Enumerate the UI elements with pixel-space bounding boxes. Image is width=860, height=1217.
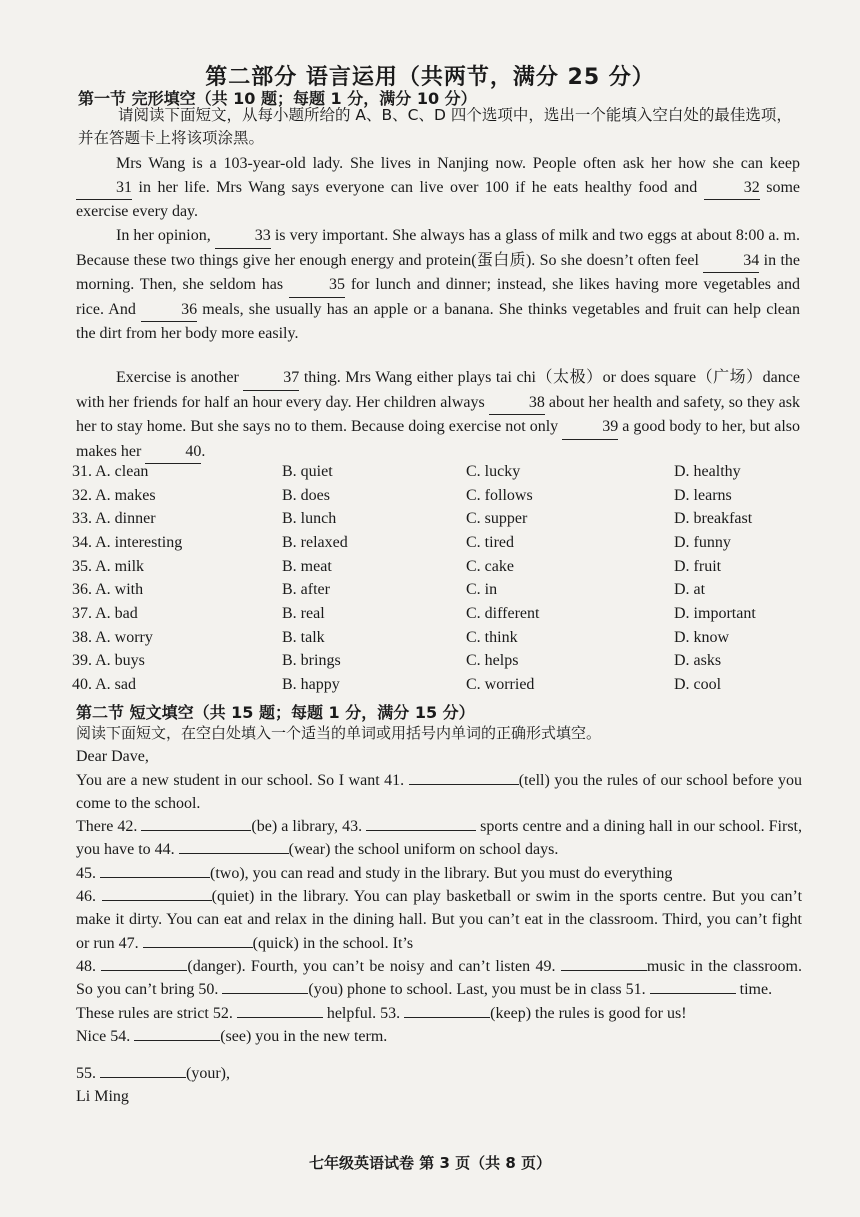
option-b[interactable]: B. relaxed — [282, 533, 348, 551]
letter-line: 45. (two), you can read and study in the library. But you must do everything — [76, 864, 673, 882]
letter-line: Nice 54. (see) you in the new term. — [76, 1027, 388, 1045]
section2-instruction: 阅读下面短文，在空白处填入一个适当的单词或用括号内单词的正确形式填空。 — [76, 724, 602, 742]
blank-45[interactable] — [100, 877, 210, 878]
option-c[interactable]: C. helps — [466, 652, 519, 670]
option-a[interactable]: 39. A. buys — [72, 652, 145, 670]
blank-42[interactable] — [141, 830, 251, 831]
blank-46[interactable] — [102, 900, 212, 901]
option-a[interactable]: 34. A. interesting — [72, 533, 183, 551]
option-a[interactable]: 32. A. makes — [72, 486, 156, 504]
option-c[interactable]: C. different — [466, 604, 540, 622]
letter-signoff: 55. (your), — [76, 1065, 230, 1083]
blank-43[interactable] — [366, 830, 476, 831]
blank-52[interactable] — [237, 1017, 323, 1018]
option-d[interactable]: D. know — [674, 628, 730, 646]
option-b[interactable]: B. meat — [282, 557, 332, 575]
option-d[interactable]: D. fruit — [674, 557, 722, 575]
blank-53[interactable] — [404, 1017, 490, 1018]
options-table — [72, 460, 812, 697]
option-d[interactable]: D. funny — [674, 533, 731, 551]
passage-text: thing. Mrs Wang either plays tai chi（太极）or does square（广场）dance with her friends for half an hour every day. Her children always — [76, 369, 800, 411]
option-a[interactable]: 36. A. with — [72, 581, 144, 599]
letter-line: You are a new student in our school. So I want 41. (tell) you the rules of our school before you come to the school. — [76, 771, 802, 812]
passage-text: in the morning. Then, she seldom has — [76, 251, 800, 293]
option-row-35 — [72, 555, 812, 579]
option-row-38 — [72, 626, 812, 650]
blank-40[interactable]: 40 — [145, 440, 201, 465]
option-b[interactable]: B. happy — [282, 676, 340, 694]
letter-line: 46. (quiet) in the library. You can play basketball or swim in the sports centre. But you can’t make it dirty. You can eat and relax in the dining hall. But you can’t eat in the classroom. Third, you can’t fight or run 47. (quick) in the school. It’s — [76, 888, 803, 952]
option-b[interactable]: B. quiet — [282, 462, 333, 480]
blank-50[interactable] — [222, 993, 308, 994]
passage-text: Mrs Wang is a 103-year-old lady. She lives in Nanjing now. People often ask her how she can keep — [116, 155, 800, 172]
option-d[interactable]: D. breakfast — [674, 510, 753, 528]
passage-text: a good body to her, but also makes her — [76, 418, 800, 460]
option-b[interactable]: B. does — [282, 486, 330, 504]
page-footer: 七年级英语试卷 第 3 页（共 8 页） — [309, 1154, 551, 1172]
option-c[interactable]: C. in — [466, 581, 498, 599]
option-row-39 — [72, 650, 812, 674]
option-b[interactable]: B. after — [282, 581, 330, 599]
section1-heading: 第一节 完形填空（共 10 题；每题 1 分，满分 10 分） — [78, 89, 477, 108]
option-d[interactable]: D. cool — [674, 676, 722, 694]
passage-text: . — [201, 442, 206, 460]
blank-36[interactable]: 36 — [141, 298, 197, 323]
blank-33[interactable]: 33 — [215, 224, 271, 249]
blank-31[interactable]: 31 — [76, 176, 132, 201]
letter-greeting: Dear Dave, — [76, 748, 149, 766]
blank-47[interactable] — [143, 947, 253, 948]
option-row-37 — [72, 602, 812, 626]
option-a[interactable]: 40. A. sad — [72, 676, 136, 694]
option-a[interactable]: 35. A. milk — [72, 557, 145, 575]
blank-51[interactable] — [650, 993, 736, 994]
option-row-33 — [72, 507, 812, 531]
blank-39[interactable]: 39 — [562, 415, 618, 440]
passage-text: is very important. She always has a glass of milk and two eggs at about 8:00 a. m. Because these two things give her enough energy and protein(蛋白质). So she doesn’t often feel — [76, 227, 800, 269]
blank-54[interactable] — [134, 1040, 220, 1041]
section1-instruction: 请阅读下面短文，从每小题所给的 A、B、C、D 四个选项中，选出一个能填入空白处的最佳选项，并在答题卡上将该项涂黑。 — [78, 106, 792, 147]
passage-text: meals, she usually has an apple or a banana. She thinks vegetables and fruit can help clean the dirt from her body more easily. — [76, 300, 800, 342]
passage-text: Exercise is another — [116, 369, 244, 386]
blank-49[interactable] — [561, 970, 647, 971]
option-row-32 — [72, 484, 812, 508]
letter-line: 48. (danger). Fourth, you can’t be noisy and can’t listen 49. music in the classroom. So you can’t bring 50. (you) phone to school. Last, you must be in class 51. time. — [76, 957, 802, 999]
option-c[interactable]: C. follows — [466, 486, 533, 504]
passage-paragraph-2 — [76, 224, 800, 346]
letter-passage — [76, 722, 802, 1109]
passage-paragraph-1 — [76, 152, 800, 224]
section2-heading: 第二节 短文填空（共 15 题；每题 1 分，满分 15 分） — [76, 703, 475, 722]
option-c[interactable]: C. tired — [466, 533, 514, 551]
blank-48[interactable] — [101, 970, 187, 971]
option-a[interactable]: 38. A. worry — [72, 628, 153, 646]
option-d[interactable]: D. learns — [674, 486, 732, 504]
part-title: 第二部分 语言运用（共两节，满分 25 分） — [205, 65, 655, 90]
option-d[interactable]: D. asks — [674, 652, 722, 670]
letter-line: There 42. (be) a library, 43. sports centre and a dining hall in our school. First, you have to 44. (wear) the school uniform on school days. — [76, 818, 802, 859]
option-row-40 — [72, 673, 812, 697]
passage-text: for lunch and dinner; instead, she likes having more vegetables and rice. And — [76, 276, 800, 318]
option-c[interactable]: C. think — [466, 628, 518, 646]
blank-38[interactable]: 38 — [489, 391, 545, 416]
letter-line: These rules are strict 52. helpful. 53. (keep) the rules is good for us! — [76, 1004, 687, 1022]
blank-55[interactable] — [100, 1077, 186, 1078]
letter-signature: Li Ming — [76, 1088, 129, 1106]
option-row-34 — [72, 531, 812, 555]
blank-37[interactable]: 37 — [243, 366, 299, 391]
option-c[interactable]: C. cake — [466, 557, 514, 575]
blank-41[interactable] — [409, 784, 519, 785]
option-a[interactable]: 31. A. clean — [72, 462, 149, 480]
option-b[interactable]: B. real — [282, 604, 325, 622]
blank-34[interactable]: 34 — [703, 249, 759, 274]
option-a[interactable]: 37. A. bad — [72, 604, 138, 622]
option-a[interactable]: 33. A. dinner — [72, 510, 156, 528]
option-d[interactable]: D. important — [674, 604, 756, 622]
option-row-36 — [72, 578, 812, 602]
option-b[interactable]: B. lunch — [282, 510, 337, 528]
option-row-31 — [72, 460, 812, 484]
passage-paragraph-3 — [76, 366, 800, 464]
option-d[interactable]: D. healthy — [674, 462, 741, 480]
passage-text: in her life. Mrs Wang says everyone can live over 100 if he eats healthy food and — [132, 178, 704, 196]
passage-text: some exercise every day. — [76, 178, 800, 220]
blank-44[interactable] — [179, 853, 289, 854]
option-c[interactable]: C. supper — [466, 510, 528, 528]
passage-text: In her opinion, — [116, 227, 215, 244]
blank-35[interactable]: 35 — [289, 273, 345, 298]
option-c[interactable]: C. worried — [466, 676, 535, 694]
passage-text: about her health and safety, so they ask her to stay home. But she says no to them. Because doing exercise not only — [76, 393, 800, 435]
option-c[interactable]: C. lucky — [466, 462, 521, 480]
option-b[interactable]: B. talk — [282, 628, 325, 646]
option-b[interactable]: B. brings — [282, 652, 341, 670]
blank-32[interactable]: 32 — [704, 176, 760, 201]
option-d[interactable]: D. at — [674, 581, 706, 599]
